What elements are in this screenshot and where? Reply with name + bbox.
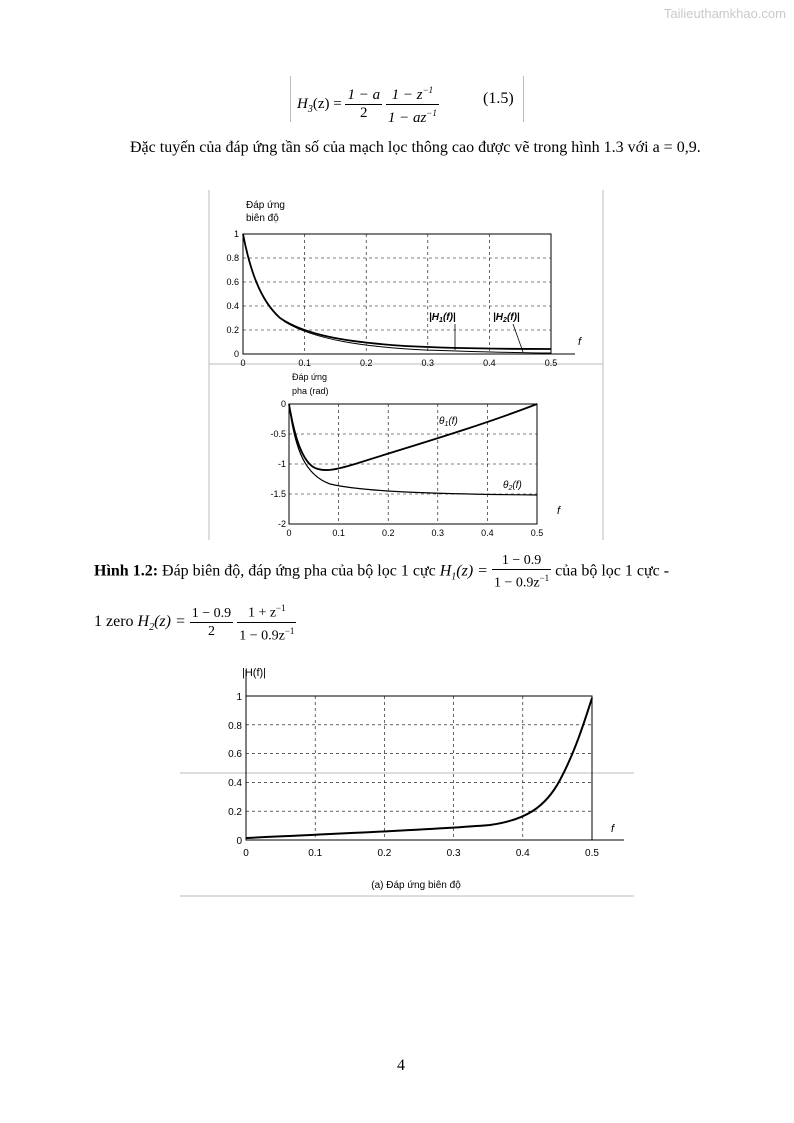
phase-label-theta1: $\theta_1(f)$ [439, 416, 458, 428]
mag-xtick: 0.5 [544, 358, 558, 368]
phase-ylabel-1: Đáp ứng [292, 372, 328, 382]
figure-caption-line-2: 1 zero $H_2(z)$ = $\frac{1 - 0.9}{2}$ $\frac{1 + z^{-1}}{1 - 0.9z^{-1}}$ [94, 600, 734, 644]
phase-xlabel: f [557, 505, 561, 517]
phase-xtick: 0.1 [332, 528, 345, 538]
fig2-xlabel: f [611, 823, 615, 835]
phase-xtick: 0 [286, 528, 292, 538]
caption-text-1: Đáp biên độ, đáp ứng pha của bộ lọc 1 cực [158, 562, 440, 580]
mag-ylabel-2: biên độ [246, 213, 279, 224]
mag-xtick: 0.4 [483, 358, 496, 368]
body-paragraph: Đặc tuyến của đáp ứng tần số của mạch lọc thông cao được vẽ trong hình 1.3 với a = 0,9. [130, 139, 701, 156]
eq-lhs-arg: (z) = [312, 95, 342, 112]
eq-frac1-num: 1 − a [347, 87, 381, 103]
fig2-xtick: 0.1 [308, 848, 323, 859]
phase-ytick: -1 [277, 459, 286, 469]
mag-ylabel-1: Đáp ứng [246, 200, 285, 211]
phase-xtick: 0.2 [381, 528, 395, 538]
eq-frac1 [345, 87, 382, 122]
page-number: 4 [397, 1057, 405, 1074]
fig2-caption: (a) Đáp ứng biên độ [371, 880, 461, 891]
phase-xtick: 0.5 [530, 528, 544, 538]
fig2-ytick: 0.6 [228, 749, 242, 760]
phase-xtick: 0.3 [431, 528, 445, 538]
mag-label-h2: $|H_2(f)|$ [493, 312, 520, 324]
magnitude-plot [226, 200, 582, 368]
phase-curve-theta1 [289, 404, 537, 470]
fig2-ytick: 0.4 [228, 778, 242, 789]
eq-frac2-num: $1 - z^{-1}$ [386, 82, 439, 105]
fig2-ytick: 0 [236, 836, 242, 847]
mag-ytick: 0.2 [226, 325, 239, 335]
eq-frac2 [386, 82, 439, 127]
caption-frac2b: $\frac{1 + z^{-1}}{1 - 0.9z^{-1}}$ [237, 600, 296, 644]
figure-caption-line-1: Hình 1.2: Đáp biên độ, đáp ứng pha của bộ lọc 1 cực $H_1(z)$ = $\frac{1 - 0.9}{1 - 0.9z^{-1}}$ của bộ lọc 1 cực - [94, 553, 670, 591]
fig2-ylabel: |H(f)| [242, 667, 267, 679]
eq-frac1-den: 2 [360, 105, 368, 121]
equation-number: (1.5) [483, 90, 514, 107]
caption-h2: H [137, 612, 150, 630]
fig2-xtick: 0.5 [585, 848, 599, 859]
mag-ytick: 0.6 [226, 277, 239, 287]
mag-xtick: 0.1 [298, 358, 311, 368]
fig2-xtick: 0.4 [515, 848, 530, 859]
phase-ytick: -0.5 [270, 429, 286, 439]
phase-ytick: -1.5 [270, 489, 286, 499]
fig2-ytick: 1 [236, 692, 242, 703]
eq-frac2-den: $1 - az^{-1}$ [387, 108, 437, 126]
mag-xtick: 0.2 [359, 358, 373, 368]
mag-ytick: 1 [233, 229, 239, 239]
figure-2-magnitude [180, 660, 634, 900]
fig2-curve [246, 698, 592, 838]
caption-bold: Hình 1.2: [94, 562, 159, 580]
caption-h1: H [439, 562, 452, 580]
equation-box [290, 76, 524, 126]
mag-label-h1: $|H_1(f)|$ [429, 312, 456, 324]
equation-1-5 [297, 82, 439, 127]
figure-1-2 [205, 190, 605, 540]
phase-ylabel-2: pha (rad) [292, 386, 329, 396]
fig2-xtick: 0.2 [377, 848, 392, 859]
caption-text-2: của bộ lọc 1 cực - [551, 562, 670, 580]
fig2-xtick: 0.3 [446, 848, 461, 859]
mag-xtick: 0 [240, 358, 246, 368]
caption-frac2a: $\frac{1 - 0.9}{2}$ [191, 605, 232, 639]
caption-h1-tail: (z) = [456, 562, 488, 580]
mag-xtick: 0.3 [421, 358, 435, 368]
mag-curve-h2 [243, 234, 551, 353]
fig2-ytick: 0.2 [228, 807, 242, 818]
fig2-xtick: 0 [243, 848, 249, 859]
caption-frac1: $\frac{1 - 0.9}{1 - 0.9z^{-1}}$ [493, 553, 550, 591]
phase-plot [270, 372, 561, 538]
mag-ytick: 0.8 [226, 253, 239, 263]
fig2-ytick: 0.8 [228, 721, 242, 732]
mag-ytick: 0.4 [226, 301, 239, 311]
phase-ytick: -2 [277, 519, 286, 529]
mag-curve-h1 [243, 234, 551, 349]
eq-lhs-sub: 3 [307, 103, 313, 115]
mag-ytick: 0 [233, 349, 239, 359]
phase-xtick: 0.4 [481, 528, 494, 538]
eq-lhs: H [297, 95, 308, 112]
watermark: Tailieuthamkhao.com [663, 6, 786, 21]
mag-xlabel: f [578, 336, 582, 348]
phase-ytick: 0 [280, 399, 286, 409]
phase-label-theta2: $\theta_2(f)$ [503, 480, 522, 492]
